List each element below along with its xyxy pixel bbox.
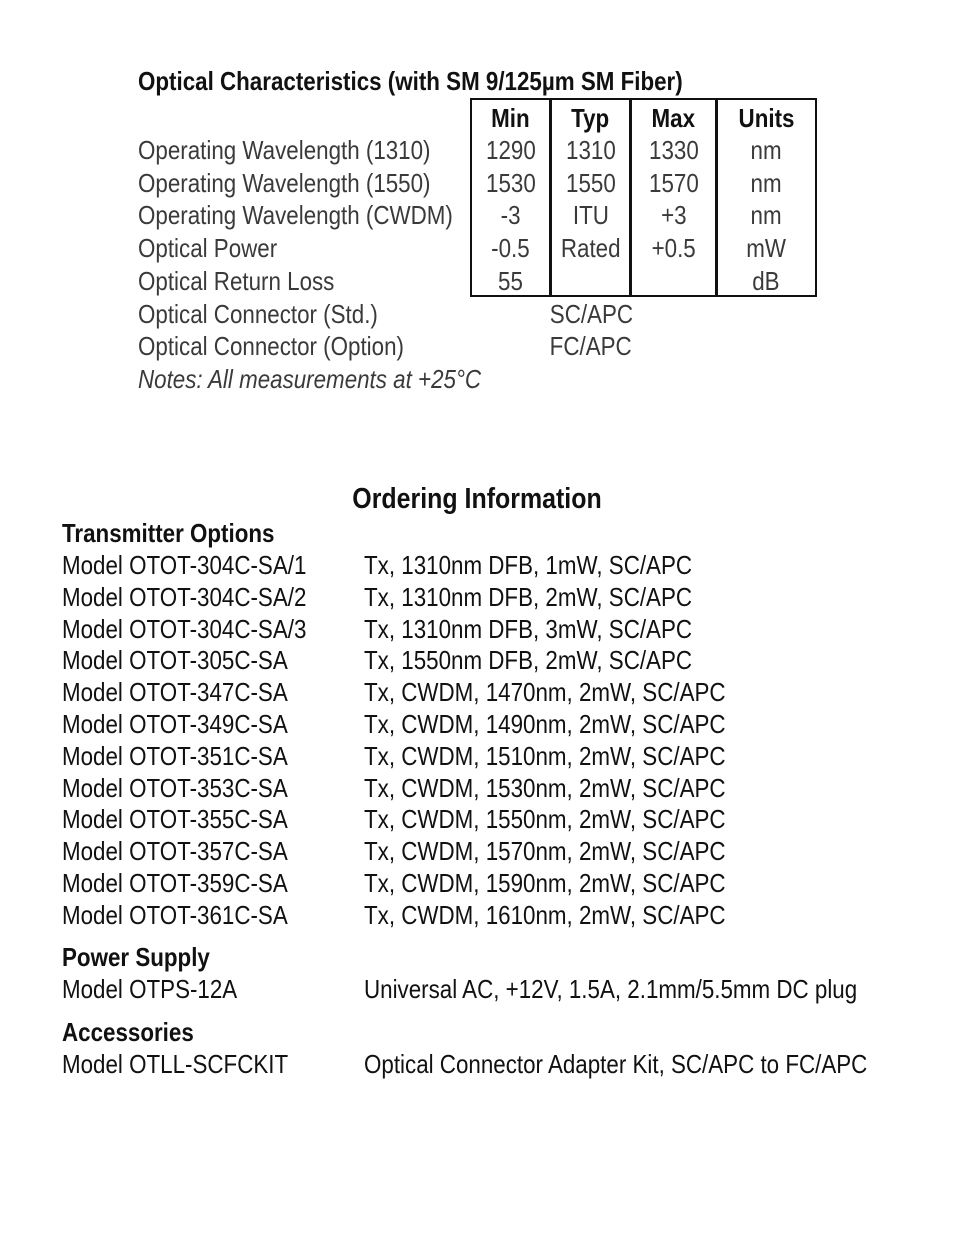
model-number: Model OTOT-305C-SA	[62, 645, 288, 675]
power-supply-heading: Power Supply	[62, 942, 210, 972]
cell-max: 1570	[648, 168, 699, 198]
header-min: Min	[491, 103, 530, 133]
model-number: Model OTOT-359C-SA	[62, 868, 288, 898]
model-description: Tx, CWDM, 1610nm, 2mW, SC/APC	[364, 900, 726, 930]
model-description: Tx, 1310nm DFB, 1mW, SC/APC	[364, 550, 693, 580]
model-description: Tx, CWDM, 1550nm, 2mW, SC/APC	[364, 804, 726, 834]
cell-min: -3	[500, 200, 521, 230]
cell-max	[632, 266, 715, 297]
model-number: Model OTOT-355C-SA	[62, 804, 288, 834]
transmitter-heading: Transmitter Options	[62, 518, 275, 548]
model-number: Model OTOT-351C-SA	[62, 741, 288, 771]
spec-label: Operating Wavelength (1550)	[138, 168, 431, 198]
model-description: Tx, 1550nm DFB, 2mW, SC/APC	[364, 645, 693, 675]
cell-max: 1330	[648, 135, 699, 165]
header-units: Units	[738, 103, 794, 133]
model-number: Model OTOT-347C-SA	[62, 677, 288, 707]
cell-max: +3	[660, 200, 687, 230]
cell-min: -0.5	[491, 233, 530, 263]
model-number: Model OTOT-304C-SA/2	[62, 582, 307, 612]
model-description: Tx, CWDM, 1570nm, 2mW, SC/APC	[364, 836, 726, 866]
spec-label: Optical Power	[138, 233, 278, 263]
model-number: Model OTOT-361C-SA	[62, 900, 288, 930]
spec-label: Optical Return Loss	[138, 266, 335, 296]
model-number: Model OTOT-353C-SA	[62, 773, 288, 803]
cell-typ: Rated	[560, 233, 621, 263]
cell-units: dB	[752, 266, 780, 296]
model-description: Tx, 1310nm DFB, 3mW, SC/APC	[364, 614, 693, 644]
cell-units: mW	[746, 233, 786, 263]
model-number: Model OTOT-304C-SA/1	[62, 550, 307, 580]
model-description: Tx, CWDM, 1470nm, 2mW, SC/APC	[364, 677, 726, 707]
cell-units: nm	[750, 200, 782, 230]
model-number: Model OTOT-304C-SA/3	[62, 614, 307, 644]
model-description: Tx, CWDM, 1510nm, 2mW, SC/APC	[364, 741, 726, 771]
model-number: Model OTOT-357C-SA	[62, 836, 288, 866]
spec-label: Operating Wavelength (CWDM)	[138, 200, 453, 230]
model-number: Model OTLL-SCFCKIT	[62, 1049, 289, 1079]
connector-std-value: SC/APC	[549, 299, 633, 329]
model-description: Tx, CWDM, 1530nm, 2mW, SC/APC	[364, 773, 726, 803]
model-description: Tx, CWDM, 1490nm, 2mW, SC/APC	[364, 709, 726, 739]
ordering-title: Ordering Information	[352, 483, 602, 515]
model-description: Universal AC, +12V, 1.5A, 2.1mm/5.5mm DC plug	[364, 974, 858, 1004]
model-number: Model OTPS-12A	[62, 974, 238, 1004]
cell-typ: 1310	[565, 135, 616, 165]
spec-table	[470, 98, 817, 297]
model-number: Model OTOT-349C-SA	[62, 709, 288, 739]
accessories-heading: Accessories	[62, 1017, 194, 1047]
connector-option-value: FC/APC	[550, 331, 632, 361]
header-max: Max	[651, 103, 696, 133]
header-typ: Typ	[571, 103, 610, 133]
cell-min: 1530	[485, 168, 536, 198]
spec-label: Operating Wavelength (1310)	[138, 135, 431, 165]
measurement-note: Notes: All measurements at +25°C	[138, 364, 482, 394]
cell-typ: ITU	[572, 200, 609, 230]
model-description: Tx, CWDM, 1590nm, 2mW, SC/APC	[364, 868, 726, 898]
optical-characteristics-title: Optical Characteristics (with SM 9/125µm SM Fiber)	[138, 66, 683, 96]
cell-max: +0.5	[651, 233, 696, 263]
cell-units: nm	[750, 168, 782, 198]
cell-units: nm	[750, 135, 782, 165]
model-description: Optical Connector Adapter Kit, SC/APC to FC/APC	[364, 1049, 868, 1079]
cell-min: 1290	[485, 135, 536, 165]
cell-min: 55	[498, 266, 523, 296]
cell-typ	[552, 266, 629, 297]
connector-label: Optical Connector (Option)	[138, 331, 404, 361]
cell-typ: 1550	[565, 168, 616, 198]
model-description: Tx, 1310nm DFB, 2mW, SC/APC	[364, 582, 693, 612]
connector-label: Optical Connector (Std.)	[138, 299, 378, 329]
